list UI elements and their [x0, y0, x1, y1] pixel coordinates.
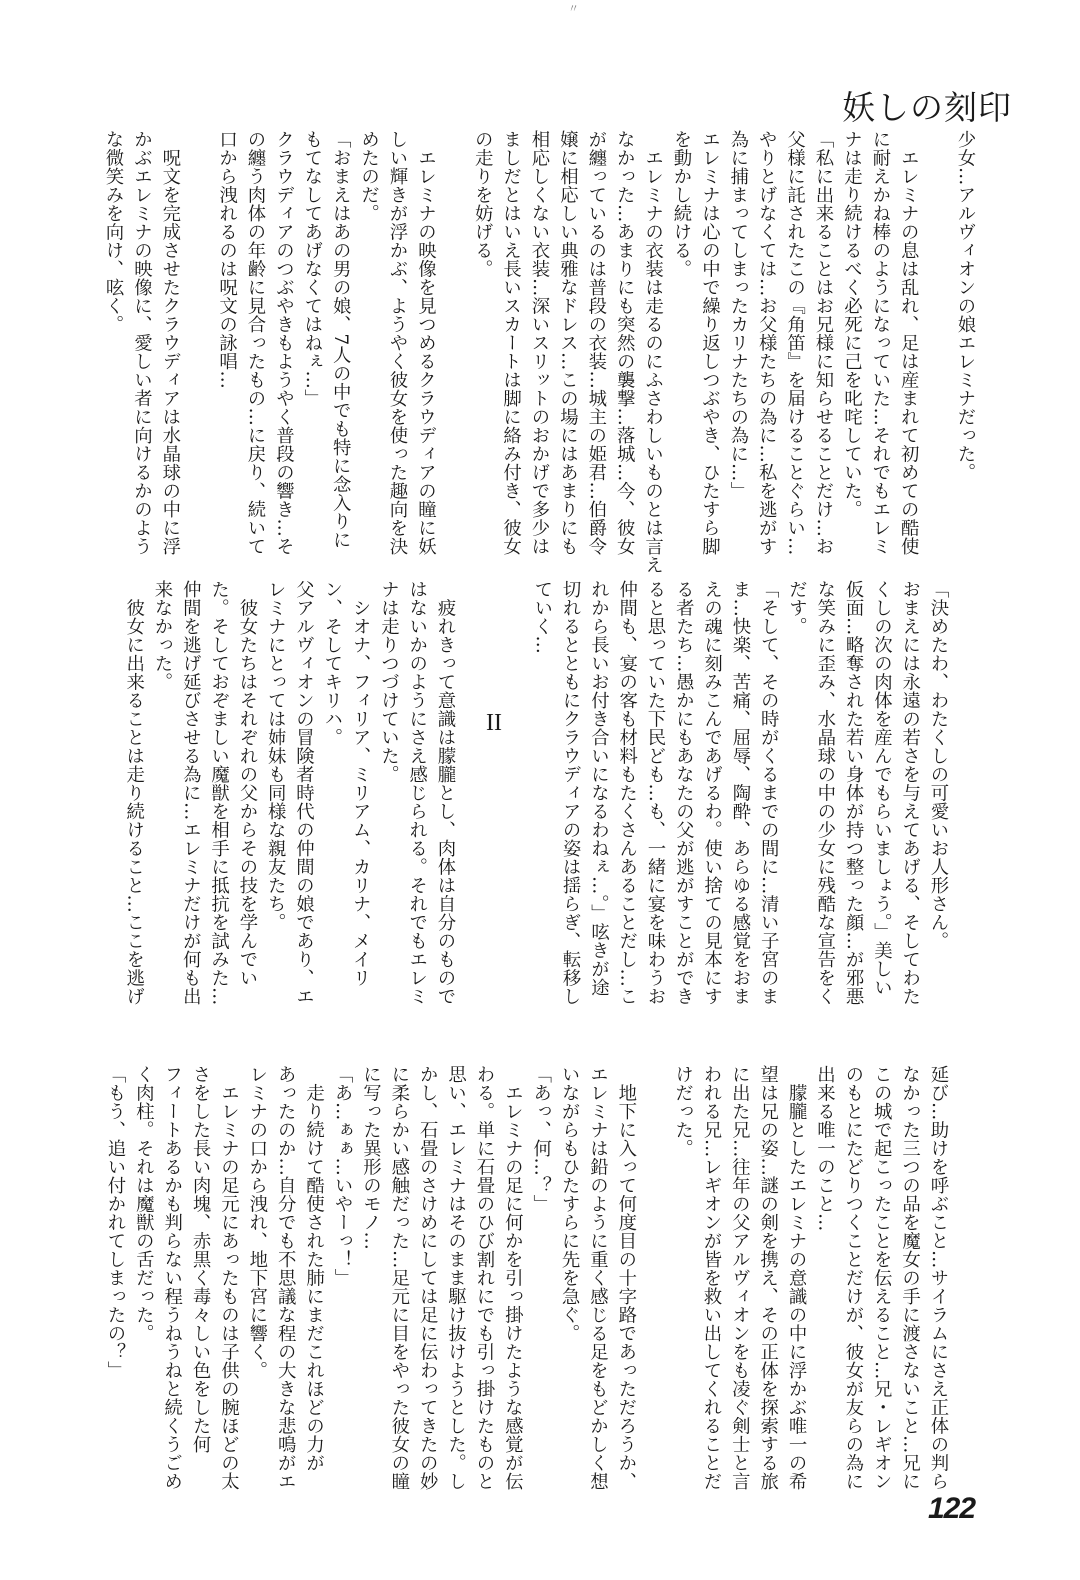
text-column: あったのか…自分でも不思議な程の大きな悲鳴がエ	[275, 1065, 297, 1491]
text-column: 口から洩れるのは呪文の詠唱…	[216, 130, 238, 389]
text-column: クラウディアのつぶやきもようやく普段の響き…そ	[273, 130, 295, 556]
text-column: 疲れきって意識は朦朧とし、肉体は自分のもので	[435, 580, 456, 1006]
text-column: もてなしてあげなくてはねぇ…」	[301, 130, 323, 408]
text-column: なかった三つの品を魔女の手に渡さないこと…兄に	[899, 1065, 921, 1491]
text-column: 望は兄の姿…謎の剣を携え、その正体を探索する旅	[757, 1065, 779, 1491]
text-column: 「あっ、何…？」	[530, 1065, 552, 1213]
text-column: いながらもひたすらに先を急ぐ。	[559, 1065, 581, 1343]
text-column: 父様に託されたこの『角笛』を届けることぐらい…	[784, 130, 806, 556]
text-column: 「おまえはあの男の娘、7人の中でも特に念入りに	[330, 130, 352, 549]
text-column: われる兄…レギオンが皆を救い出してくれることだ	[700, 1065, 722, 1491]
text-column: に出た兄…往年の父アルヴィオンをも凌ぐ剣士と言	[729, 1065, 751, 1491]
text-column: 「もう、追い付かれてしまったの？」	[104, 1065, 126, 1380]
text-column: れから長いお付き合いになるわねぇ…。」呟きが途	[588, 580, 610, 997]
page-number: 122	[928, 1492, 976, 1525]
text-column: はないかのようにさえ感じられる。それでもエレミ	[406, 580, 428, 1006]
text-column: なかった…あまりにも突然の襲撃…落城…今、彼女	[614, 130, 636, 556]
text-column: レミナの口から洩れ、地下宮に響く。	[246, 1065, 268, 1380]
text-column: 彼女に出来ることは走り続けること…ここを逃げ	[123, 580, 145, 1006]
text-column: に写った異形のモノ…	[360, 1065, 382, 1250]
text-column: ま…快楽、苦痛、屈辱、陶酔、あらゆる感覚をおま	[729, 580, 751, 1006]
text-column: く肉柱。それは魔獣の舌だった。	[133, 1065, 155, 1343]
text-column: の走りを妨げる。	[472, 130, 494, 278]
text-column: ン、そしてキリハ。	[321, 580, 343, 747]
text-column: この城で起こったことを伝えること…兄・レギオン	[871, 1065, 893, 1491]
text-column: エレミナの映像を見つめるクラウディアの瞳に妖	[415, 130, 437, 556]
text-column: えの魂に刻みこんであげるわ。使い捨ての見本にす	[701, 580, 723, 1006]
text-column: エレミナは鉛のように重く感じる足をもどかしく想	[587, 1065, 609, 1491]
text-column: に耐えかね棒のようになっていた…それでもエレミ	[869, 130, 891, 556]
text-column: 仲間も、宴の客も材料もたくさんあることだし…こ	[616, 580, 638, 1006]
text-column: 思い、エレミナはそのまま駆け抜けようとした。し	[445, 1065, 467, 1491]
text-column: おまえには永遠の若さを与えてあげる、そしてわた	[899, 580, 921, 1006]
text-column: 出来る唯一のこと…	[814, 1065, 836, 1232]
text-column: に柔らかい感触だった…足元に目をやった彼女の瞳	[388, 1065, 410, 1491]
text-column: 相応しくない衣装…深いスリットのおかげで多少は	[529, 130, 550, 556]
text-column: だす。	[786, 580, 808, 636]
text-column: 来なかった。	[152, 580, 173, 691]
text-column: 切れるとともにクラウディアの姿は揺らぎ、転移し	[560, 580, 582, 1006]
text-column: やりとげなくては…お父様たちの為に…私を逃がす	[756, 130, 778, 556]
text-column: ると思っていた下民ども…も、一緒に宴を味わうお	[645, 580, 666, 1006]
text-column: 地下に入って何度目の十字路であっただろうか、	[615, 1065, 637, 1491]
text-column: しい輝きが浮かぶ、ようやく彼女を使った趣向を決	[387, 130, 408, 556]
text-column: ナは走り続けるべく必死に己を叱咤していた。	[841, 130, 863, 519]
text-column: さをした長い肉塊、赤黒く毒々しい色をした何	[190, 1065, 212, 1454]
text-column: ていく…	[531, 580, 553, 654]
text-column: レミナにとっては姉妹も同様な親友たち。	[265, 580, 287, 932]
text-column: シオナ、フィリア、ミリアム、カリナ、メイリ	[350, 580, 372, 987]
text-column: エレミナは心の中で繰り返しつぶやき、ひたすら脚	[699, 130, 721, 556]
text-column: かし、石畳のさけめにしては足に伝わってきたの妙	[417, 1065, 439, 1491]
text-column: 呪文を完成させたクラウディアは水晶球の中に浮	[159, 130, 181, 556]
text-column: かぶエレミナの映像に、愛しい者に向けるかのよう	[131, 130, 153, 556]
text-column: を動かし続ける。	[671, 130, 692, 278]
text-column: エレミナの息は乱れ、足は産まれて初めての酷使	[898, 130, 920, 556]
text-column: 「決めたわ、わたくしの可愛いお人形さん。	[928, 580, 949, 950]
text-column: 「あ…ぁぁ…いやーっ！」	[332, 1065, 354, 1287]
text-column: 嬢に相応しい典雅なドレス…この場にはあまりにも	[557, 130, 579, 556]
text-column: 「そして、その時がくるまでの間に…清い子宮のま	[758, 580, 780, 1006]
text-column: 仲間を逃げ延びさせる為に…エレミナだけが何も出	[180, 580, 202, 1006]
text-column: くしの次の肉体を産んでもらいましょう。」美しい	[871, 580, 893, 997]
text-column: エレミナの足に何かを引っ掛けたような感覚が伝	[502, 1065, 524, 1491]
text-column: な微笑みを向け、呟く。	[103, 130, 124, 334]
text-column: ナは走りつづけていた。	[378, 580, 400, 784]
text-column: た。そしておぞましい魔獣を相手に抵抗を試みた…	[208, 580, 230, 1006]
text-column: 彼女たちはそれぞれの父からその技を学んでい	[236, 580, 258, 987]
text-column: な笑みに歪み、水晶球の中の少女に残酷な宣告をく	[814, 580, 836, 1006]
scan-mark: 〃	[568, 2, 579, 15]
text-column: 父アルヴィオンの冒険者時代の仲間の娘であり、エ	[293, 580, 315, 1006]
text-column: けだった。	[672, 1065, 694, 1158]
chapter-title: 妖しの刻印	[842, 88, 1012, 127]
text-column: のもとにたどりつくことだけが、彼女が友らの為に	[842, 1065, 864, 1491]
text-column: 朦朧としたエレミナの意識の中に浮かぶ唯一の希	[786, 1065, 808, 1491]
text-column: の纏う肉体の年齢に見合ったもの…に戻り、続いて	[245, 130, 266, 556]
text-column: 為に捕まってしまったカリナたちの為に…」	[727, 130, 749, 500]
text-column: 少女…アルヴィオンの娘エレミナだった。	[955, 130, 976, 482]
text-column: エレミナの衣装は走るのにふさわしいものとは言え	[642, 130, 664, 574]
text-column: フィートあるかも判らない程うねうねと続くうごめ	[161, 1065, 183, 1491]
text-column: めたのだ。	[358, 130, 380, 223]
text-column: ましだとはいえ長いスカートは脚に絡み付き、彼女	[500, 130, 522, 556]
text-column: 「私に出来ることはお兄様に知らせることだけ…お	[813, 130, 834, 556]
text-column: エレミナの足元にあったものは子供の腕ほどの太	[218, 1065, 240, 1491]
text-column: 延び…助けを呼ぶこと…サイラムにさえ正体の判ら	[928, 1065, 949, 1491]
text-column: わる。単に石畳のひび割れにでも引っ掛けたものと	[473, 1065, 495, 1491]
section-heading: II	[486, 710, 502, 736]
text-column: 仮面…略奪された若い身体が持つ整った顔…が邪悪	[843, 580, 865, 1006]
text-column: が纏っているのは普段の衣装…城主の姫君…伯爵令	[585, 130, 607, 556]
text-column: 走り続けて酷使された肺にまだこれほどの力が	[303, 1065, 325, 1472]
text-column: る者たち…愚かにもあなたの父が逃がすことができ	[673, 580, 695, 1006]
